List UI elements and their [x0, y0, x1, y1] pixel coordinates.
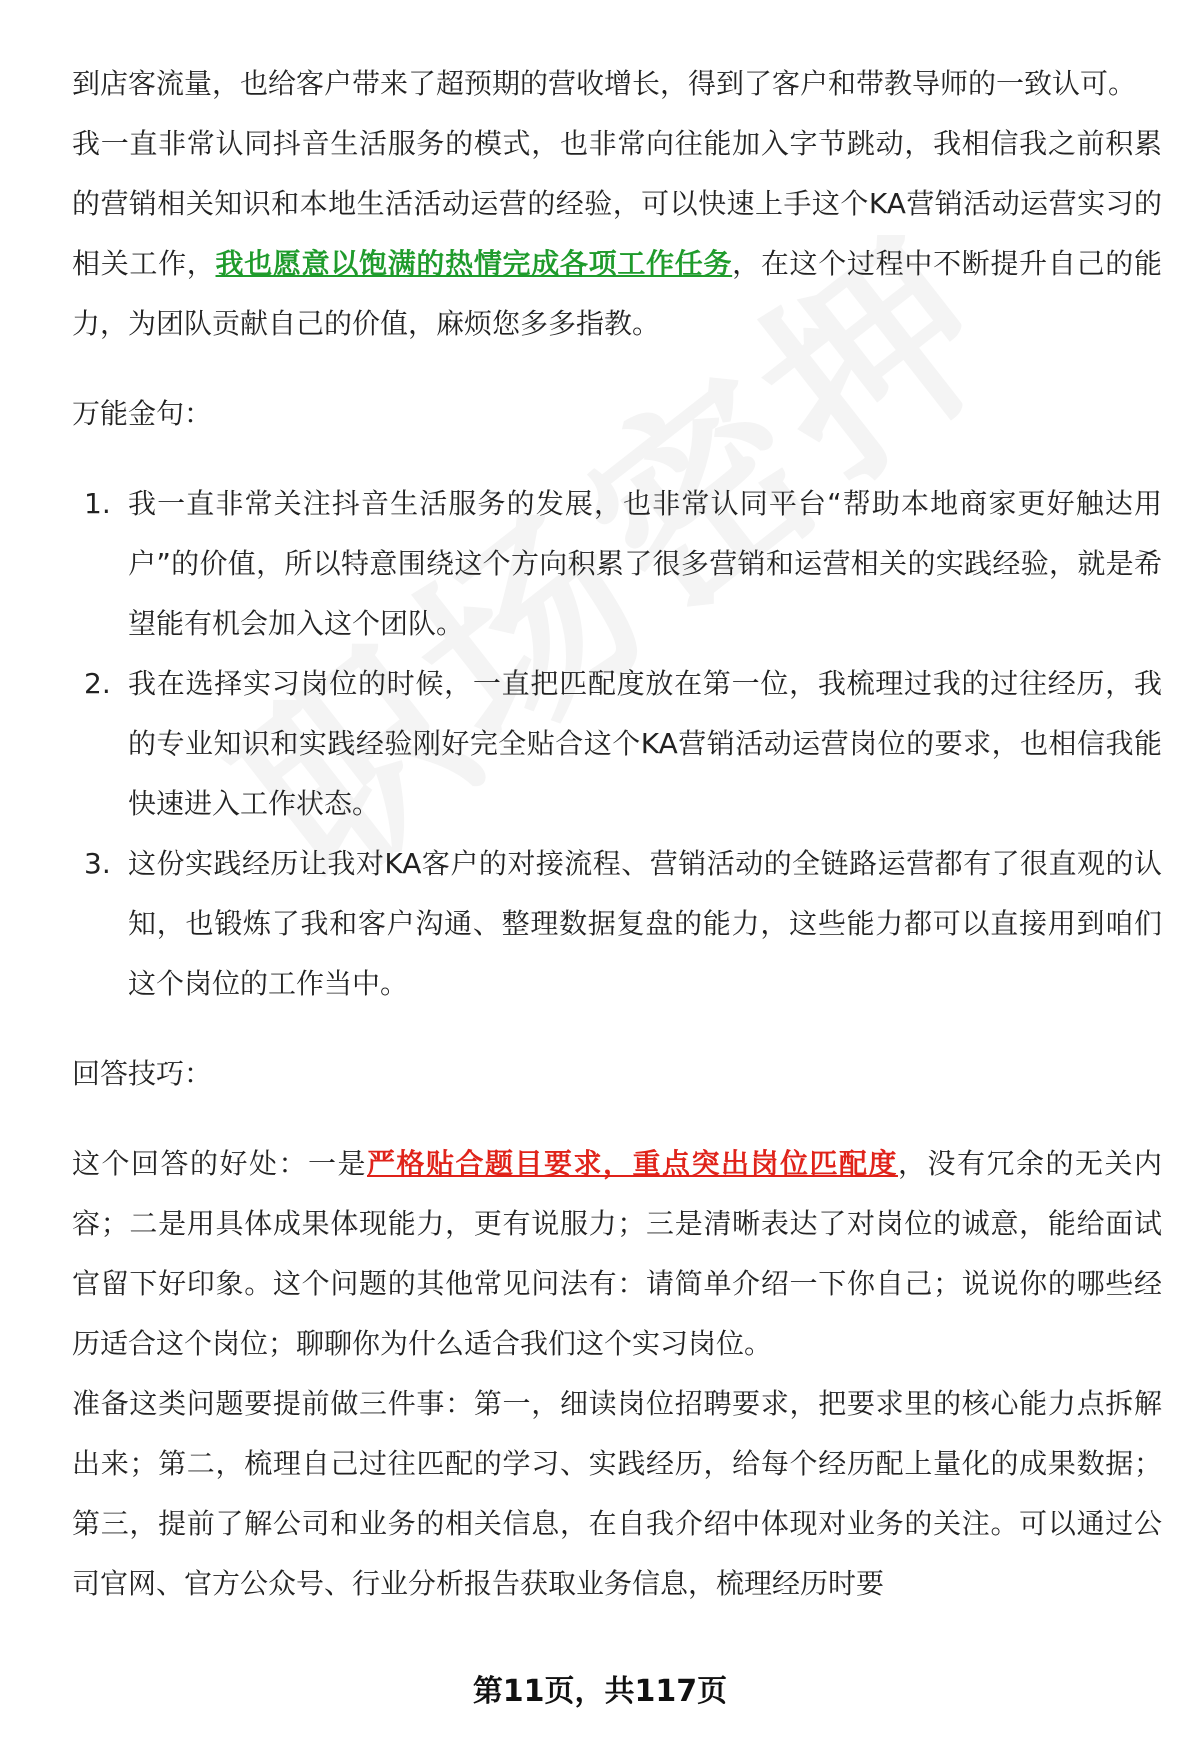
highlight-green: 我也愿意以饱满的热情完成各项工作任务 [215, 247, 733, 280]
list-item-number: 1. [84, 487, 111, 520]
document-body [72, 54, 1162, 1614]
list-item [72, 474, 1162, 654]
paragraph-benefits-tail: ，没有冗余的无关内容；二是用具体成果体现能力，更有说服力；三是清晰表达了对岗位的诚意，能给面试官留下好印象。这个问题的其他常见问法有：请简单介绍一下你自己；说说你的哪些经历适合这个岗位；聊聊你为什么适合我们这个实习岗位。 [72, 1147, 1162, 1360]
list-item-text: 我一直非常关注抖音生活服务的发展，也非常认同平台“帮助本地商家更好触达用户”的价值，所以特意围绕这个方向积累了很多营销和运营相关的实践经验，就是希望能有机会加入这个团队。 [128, 487, 1162, 640]
paragraph-motivation-tail: ，在这个过程中不断提升自己的能力，为团队贡献自己的价值，麻烦您多多指教。 [72, 247, 1162, 340]
list-item [72, 834, 1162, 1014]
golden-sentences-list [72, 474, 1162, 1014]
paragraph-benefits [72, 1134, 1162, 1374]
list-item-number: 3. [84, 847, 111, 880]
list-item-number: 2. [84, 667, 111, 700]
paragraph-preparation: 准备这类问题要提前做三件事：第一，细读岗位招聘要求，把要求里的核心能力点拆解出来；第二，梳理自己过往匹配的学习、实践经历，给每个经历配上量化的成果数据；第三，提前了解公司和业务的相关信息，在自我介绍中体现对业务的关注。可以通过公司官网、官方公众号、行业分析报告获取业务信息，梳理经历时要 [72, 1387, 1162, 1600]
page-number: 第11页，共117页 [472, 1674, 728, 1709]
section-heading-golden-sentences: 万能金句： [72, 397, 213, 430]
paragraph-motivation [72, 114, 1162, 354]
list-item-text: 我在选择实习岗位的时候，一直把匹配度放在第一位，我梳理过我的过往经历，我的专业知识和实践经验刚好完全贴合这个KA营销活动运营岗位的要求，也相信我能快速进入工作状态。 [128, 667, 1162, 820]
list-item [72, 654, 1162, 834]
section-heading-answer-tips: 回答技巧： [72, 1057, 213, 1090]
paragraph-intro: 到店客流量，也给客户带来了超预期的营收增长，得到了客户和带教导师的一致认可。 [72, 67, 1137, 100]
paragraph-benefits-text: 这个回答的好处：一是 [72, 1147, 367, 1180]
paragraph-motivation-text: 我一直非常认同抖音生活服务的模式，也非常向往能加入字节跳动，我相信我之前积累的营销相关知识和本地生活活动运营的经验，可以快速上手这个KA营销活动运营实习的相关工作， [72, 127, 1162, 280]
list-item-text: 这份实践经历让我对KA客户的对接流程、营销活动的全链路运营都有了很直观的认知，也锻炼了我和客户沟通、整理数据复盘的能力，这些能力都可以直接用到咱们这个岗位的工作当中。 [128, 847, 1162, 1000]
highlight-red: 严格贴合题目要求，重点突出岗位匹配度 [367, 1147, 898, 1180]
